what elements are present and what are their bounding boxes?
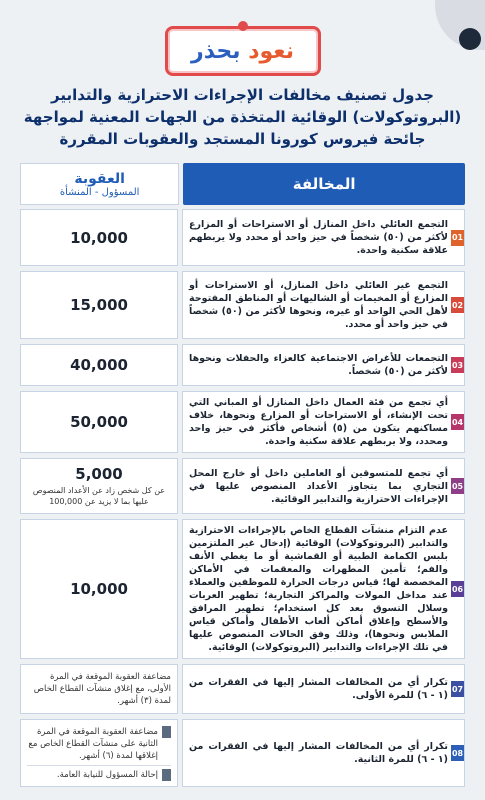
penalty-cell <box>20 271 178 339</box>
header-penalty-title: العقوبة <box>74 170 125 187</box>
header-violation: المخالفة <box>183 163 465 205</box>
header-penalty-subtitle: المسؤول - المنشأة <box>59 186 140 198</box>
penalty-cell <box>20 391 178 453</box>
penalty-amount: 10,000 <box>70 228 128 247</box>
logo-text-orange: نعود <box>248 38 294 64</box>
penalty-cell <box>20 664 178 714</box>
violation-cell <box>182 391 465 453</box>
row-number: 04 <box>451 414 464 430</box>
row-number: 05 <box>451 478 464 494</box>
penalty-amount: 50,000 <box>70 413 128 431</box>
table-row <box>20 458 465 514</box>
table-row <box>20 719 465 787</box>
violation-text: تكرار أي من المخالفات المشار إليها في الفقرات من (١ - ٦) للمرة الثانية. <box>189 741 448 765</box>
row-number: 03 <box>451 357 464 373</box>
row-number: 02 <box>451 297 464 313</box>
logo-dot <box>238 21 248 31</box>
penalty-item <box>27 723 171 766</box>
violation-text: أي تجمع من فئة العمال داخل المنازل أو المباني التي تحت الإنشاء، أو الاستراحات أو المزارع ونحوها، خلاف مساكنهم يتكون من (٥) أشخاص فأكثر في حيز واحد ومحدد، ولا يربطهم علاقة سكنية واحدة. <box>189 397 449 447</box>
document-title: جدول تصنيف مخالفات الإجراءات الاحترازية والتدابير (البروتوكولات) الوقائية المتخذة من الجهات المعنية لمواجهة جائحة فيروس كورونا المستجد والعقوبات المقررة <box>23 86 462 148</box>
violation-cell <box>182 344 465 386</box>
violation-text: التجمع العائلي داخل المنازل أو الاستراحات أو المزارع لأكثر من (٥٠) شخصاً في حيز واحد أو محدد ولا يربطهم علاقة سكنية واحدة. <box>189 219 448 256</box>
row-number: 08 <box>451 745 464 761</box>
row-number: 01 <box>451 230 464 246</box>
penalty-amount: 40,000 <box>70 356 128 374</box>
header-penalty <box>20 163 179 205</box>
logo-text-blue: بحذر <box>191 38 241 64</box>
violation-cell <box>182 458 465 514</box>
corner-badge <box>459 28 481 50</box>
penalty-cell <box>20 519 178 659</box>
penalty-text: مضاعفة العقوبة الموقعة في المرة الأولى، مع إغلاق منشآت القطاع الخاص لمدة (٣) أشهر. <box>33 672 171 706</box>
violation-cell <box>182 519 465 659</box>
violation-text: التجمع غير العائلي داخل المنازل، أو الاستراحات أو المزارع أو المخيمات أو الشاليهات أو المناطق المفتوحة لأهل الحي الواحد أو غيره، ونحوها لأكثر من (٥٠) شخصاً في حيز واحد أو محدد. <box>189 280 448 330</box>
violation-text: تكرار أي من المخالفات المشار إليها في الفقرات من (١ - ٦) للمرة الأولى. <box>189 677 448 701</box>
table-header <box>20 163 465 205</box>
penalty-cell <box>20 344 178 386</box>
violation-cell <box>182 719 465 787</box>
violation-text: التجمعات للأغراض الاجتماعية كالعزاء والحفلات ونحوها لأكثر من (٥٠) شخصاً. <box>189 353 448 377</box>
logo-text <box>191 39 294 64</box>
penalty-amount: 5,000 <box>75 465 123 483</box>
table-row <box>20 519 465 659</box>
table-row <box>20 344 465 386</box>
violation-cell <box>182 664 465 714</box>
violation-cell <box>182 271 465 339</box>
penalty-amount: 15,000 <box>70 296 128 314</box>
violation-text: أي تجمع للمتسوقين أو العاملين داخل أو خارج المحل التجاري بما يتجاوز الأعداد المنصوص عليها في الإجراءات الاحترازية والتدابير الوقائية. <box>189 467 448 505</box>
campaign-logo <box>165 26 321 76</box>
item-marker <box>162 769 171 781</box>
table-row <box>20 391 465 453</box>
penalty-item-text: إحالة المسؤول للنيابة العامة. <box>56 769 158 780</box>
penalty-item <box>27 766 171 784</box>
penalty-cell <box>20 458 178 514</box>
row-number: 06 <box>451 581 464 597</box>
penalty-amount: 10,000 <box>70 580 128 598</box>
table-row <box>20 271 465 339</box>
penalty-cell <box>20 209 178 266</box>
table-row <box>20 664 465 714</box>
table-row <box>20 209 465 266</box>
penalty-cell <box>20 719 178 787</box>
row-number: 07 <box>451 681 464 697</box>
item-marker <box>162 726 171 738</box>
penalty-note: عن كل شخص زاد عن الأعداد المنصوص عليها بما لا يزيد عن 100,000 <box>32 486 166 506</box>
penalty-item-text: مضاعفة العقوبة الموقعة في المرة الثانية على منشآت القطاع الخاص مع إغلاقها لمدة (٦) أشهر. <box>28 726 158 761</box>
violation-cell <box>182 209 465 266</box>
violation-text: عدم التزام منشآت القطاع الخاص بالإجراءات الاحترازية والتدابير (البروتوكولات) الوقائية (إدخال غير الملتزمين بلبس الكمامة الطبية أو القماشية أو ما يغطي الأنف والفم؛ تأمين المطهرات والمعقمات في الأماكن المخصصة لها؛ قياس درجات الحرارة للموظفين والعملاء عند مداخل المولات والمراكز التجارية؛ تطهير العربات وسلال التسوق بعد كل استخدام؛ تطهير المرافق والأسطح وإغلاق أماكن ألعاب الأطفال وأماكن قياس الملابس ونحوها)، وذلك وفق الحالات المنصوص عليها في تلك الإجراءات والتدابير (البروتوكولات) الوقائية. <box>189 525 448 653</box>
violations-table <box>20 163 465 792</box>
